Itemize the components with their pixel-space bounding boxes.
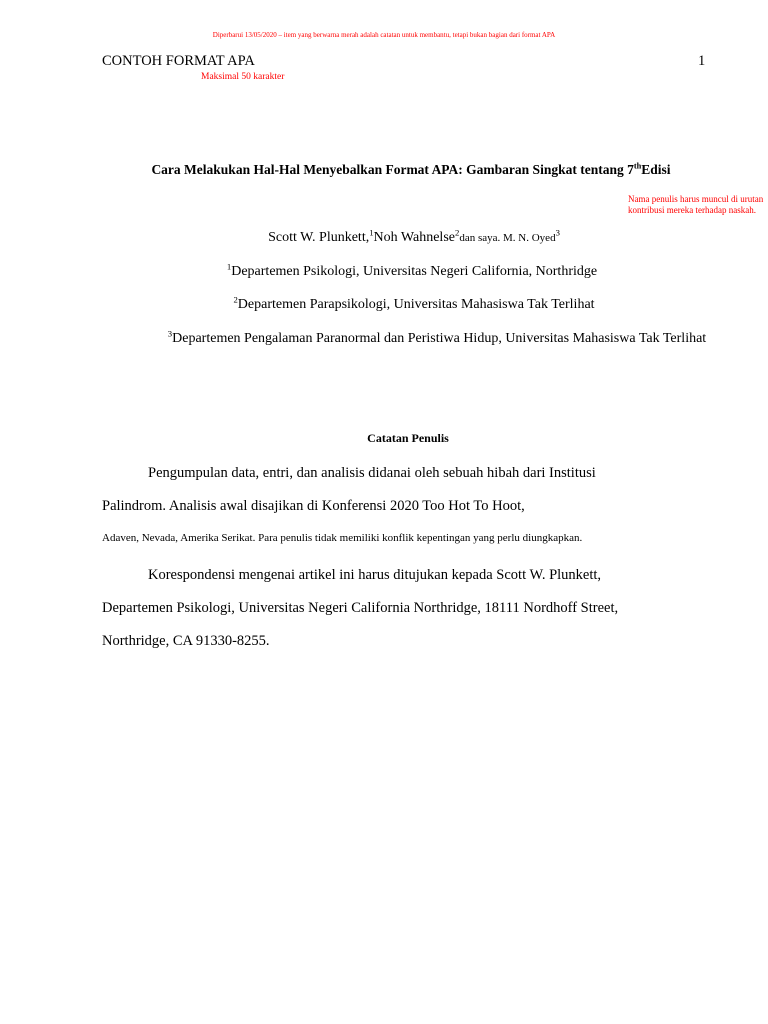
running-head-limit-note: Maksimal 50 karakter <box>201 72 285 82</box>
author-3: M. N. Oyed <box>500 232 556 244</box>
author-note-paragraph-1-line-1: Pengumpulan data, entri, dan analisis didanai oleh sebuah hibah dari Institusi <box>148 465 596 481</box>
affiliation-1-text: Departemen Psikologi, Universitas Negeri California, Northridge <box>231 264 598 279</box>
author-1: Scott W. Plunkett, <box>268 230 370 245</box>
correspondence-line-3: Northridge, CA 91330-8255. <box>102 633 270 649</box>
affiliation-2-sup: 2 <box>233 294 238 305</box>
title-superscript: th <box>633 161 642 171</box>
affiliation-3-text: Departemen Pengalaman Paranormal dan Peristiwa Hidup, Universitas Mahasiswa Tak Terlihat <box>172 331 707 346</box>
affiliation-1-sup: 1 <box>226 261 232 272</box>
author-2-sup: 2 <box>454 227 460 238</box>
correspondence-line-2: Departemen Psikologi, Universitas Negeri California Northridge, 18111 Nordhoff Street, <box>102 600 619 616</box>
author-line <box>0 227 768 246</box>
paper-title <box>0 162 768 178</box>
affiliation-3-sup: 3 <box>167 328 173 339</box>
title-suffix: Edisi <box>641 162 671 177</box>
affiliation-1 <box>0 261 768 280</box>
author-2: Noh Wahnelse <box>373 230 455 245</box>
author-note-heading: Catatan Penulis <box>367 431 449 445</box>
correspondence-line-1: Korespondensi mengenai artikel ini harus ditujukan kepada Scott W. Plunkett, <box>148 567 602 583</box>
author-note-paragraph-1-line-3: Adaven, Nevada, Amerika Serikat. Para penulis tidak memiliki konflik kepentingan yang perlu diungkapkan. <box>102 532 583 544</box>
update-note: Diperbarui 13/05/2020 – item yang berwarna merah adalah catatan untuk membantu, tetapi bukan bagian dari format APA <box>212 31 556 39</box>
page-number: 1 <box>698 53 706 69</box>
running-head: CONTOH FORMAT APA <box>102 53 255 69</box>
author-1-sup: 1 <box>369 227 374 238</box>
author-note-paragraph-1-line-2: Palindrom. Analisis awal disajikan di Konferensi 2020 Too Hot To Hoot, <box>102 498 525 514</box>
title-main: Cara Melakukan Hal-Hal Menyebalkan Format APA: Gambaran Singkat tentang 7 <box>151 162 634 177</box>
author-order-note: Nama penulis harus muncul di urutan kontribusi mereka terhadap naskah. <box>628 194 764 215</box>
author-3-sup: 3 <box>555 227 560 238</box>
affiliation-2-text: Departemen Parapsikologi, Universitas Mahasiswa Tak Terlihat <box>237 297 595 312</box>
author-3-prefix: dan saya. <box>459 232 501 244</box>
affiliation-2 <box>0 294 768 313</box>
affiliation-3 <box>0 328 768 347</box>
